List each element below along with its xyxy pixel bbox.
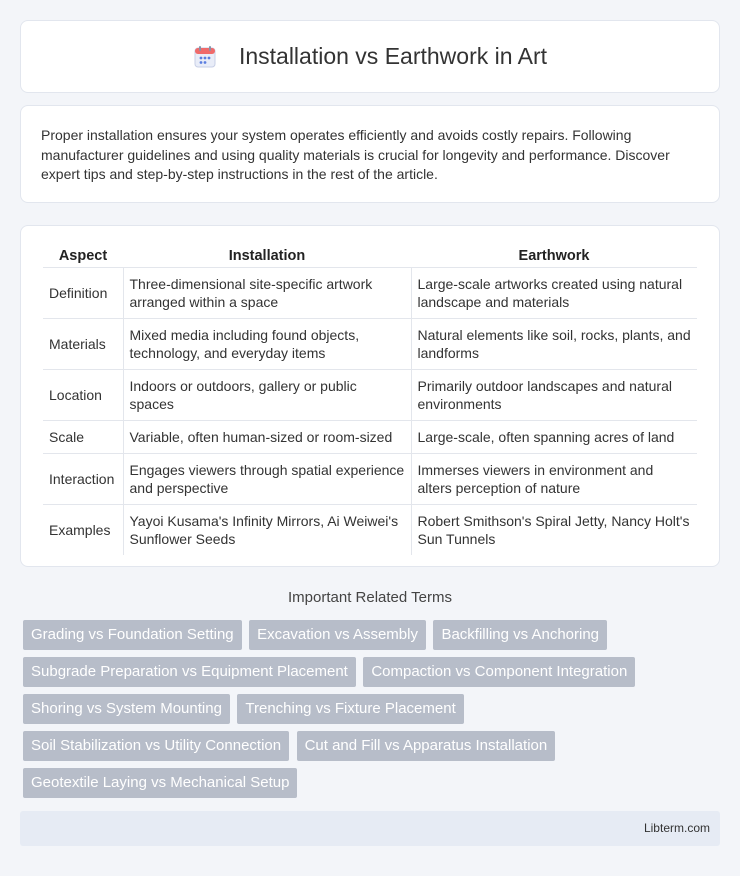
cell-installation: Yayoi Kusama's Infinity Mirrors, Ai Weiwei's Sunflower Seeds (123, 505, 411, 556)
related-term-link[interactable]: Soil Stabilization vs Utility Connection (23, 731, 289, 761)
cell-earthwork: Natural elements like soil, rocks, plants, and landforms (411, 319, 697, 370)
cell-earthwork: Robert Smithson's Spiral Jetty, Nancy Holt's Sun Tunnels (411, 505, 697, 556)
cell-installation: Variable, often human-sized or room-sized (123, 421, 411, 454)
page-title: Installation vs Earthwork in Art (238, 43, 548, 69)
table-row (43, 319, 697, 370)
related-term-link[interactable]: Cut and Fill vs Apparatus Installation (297, 731, 556, 761)
cell-aspect: Materials (43, 319, 123, 370)
cell-aspect: Interaction (43, 454, 123, 505)
related-term-link[interactable]: Backfilling vs Anchoring (433, 620, 607, 650)
cell-aspect: Examples (43, 505, 123, 556)
table-row (43, 421, 697, 454)
cell-earthwork: Large-scale, often spanning acres of land (411, 421, 697, 454)
comparison-table-card (20, 225, 720, 567)
related-terms-heading: Important Related Terms (288, 589, 452, 606)
footer-brand-link[interactable]: Libterm.com (643, 821, 710, 835)
header-aspect: Aspect (58, 248, 108, 264)
table-row (43, 370, 697, 421)
header-earthwork: Earthwork (518, 248, 590, 264)
related-term-link[interactable]: Geotextile Laying vs Mechanical Setup (23, 768, 297, 798)
header-installation: Installation (228, 248, 306, 264)
intro-card (20, 105, 720, 203)
related-term-link[interactable]: Compaction vs Component Integration (363, 657, 635, 687)
calendar-icon (193, 45, 217, 69)
cell-installation: Mixed media including found objects, technology, and everyday items (123, 319, 411, 370)
table-row (43, 505, 697, 556)
table-row (43, 268, 697, 319)
footer (20, 811, 720, 846)
cell-earthwork: Large-scale artworks created using natural landscape and materials (411, 268, 697, 319)
related-term-link[interactable]: Subgrade Preparation vs Equipment Placement (23, 657, 356, 687)
comparison-table (43, 244, 697, 555)
cell-earthwork: Immerses viewers in environment and alters perception of nature (411, 454, 697, 505)
cell-aspect: Definition (43, 268, 123, 319)
cell-earthwork: Primarily outdoor landscapes and natural environments (411, 370, 697, 421)
related-term-link[interactable]: Excavation vs Assembly (249, 620, 426, 650)
table-row (43, 454, 697, 505)
cell-installation: Three-dimensional site-specific artwork arranged within a space (123, 268, 411, 319)
related-term-link[interactable]: Shoring vs System Mounting (23, 694, 230, 724)
header-card (20, 20, 720, 93)
cell-aspect: Scale (43, 421, 123, 454)
related-term-link[interactable]: Trenching vs Fixture Placement (237, 694, 463, 724)
cell-installation: Indoors or outdoors, gallery or public spaces (123, 370, 411, 421)
related-term-link[interactable]: Grading vs Foundation Setting (23, 620, 242, 650)
cell-installation: Engages viewers through spatial experience and perspective (123, 454, 411, 505)
intro-text: Proper installation ensures your system operates efficiently and avoids costly repairs. Following manufacturer guidelines and using quality materials is crucial for longevity and performance. Discover expert tips and step-by-step instructions in the rest of the article. (41, 127, 670, 182)
related-terms-list (23, 620, 723, 805)
table-header-row (43, 244, 697, 268)
cell-aspect: Location (43, 370, 123, 421)
